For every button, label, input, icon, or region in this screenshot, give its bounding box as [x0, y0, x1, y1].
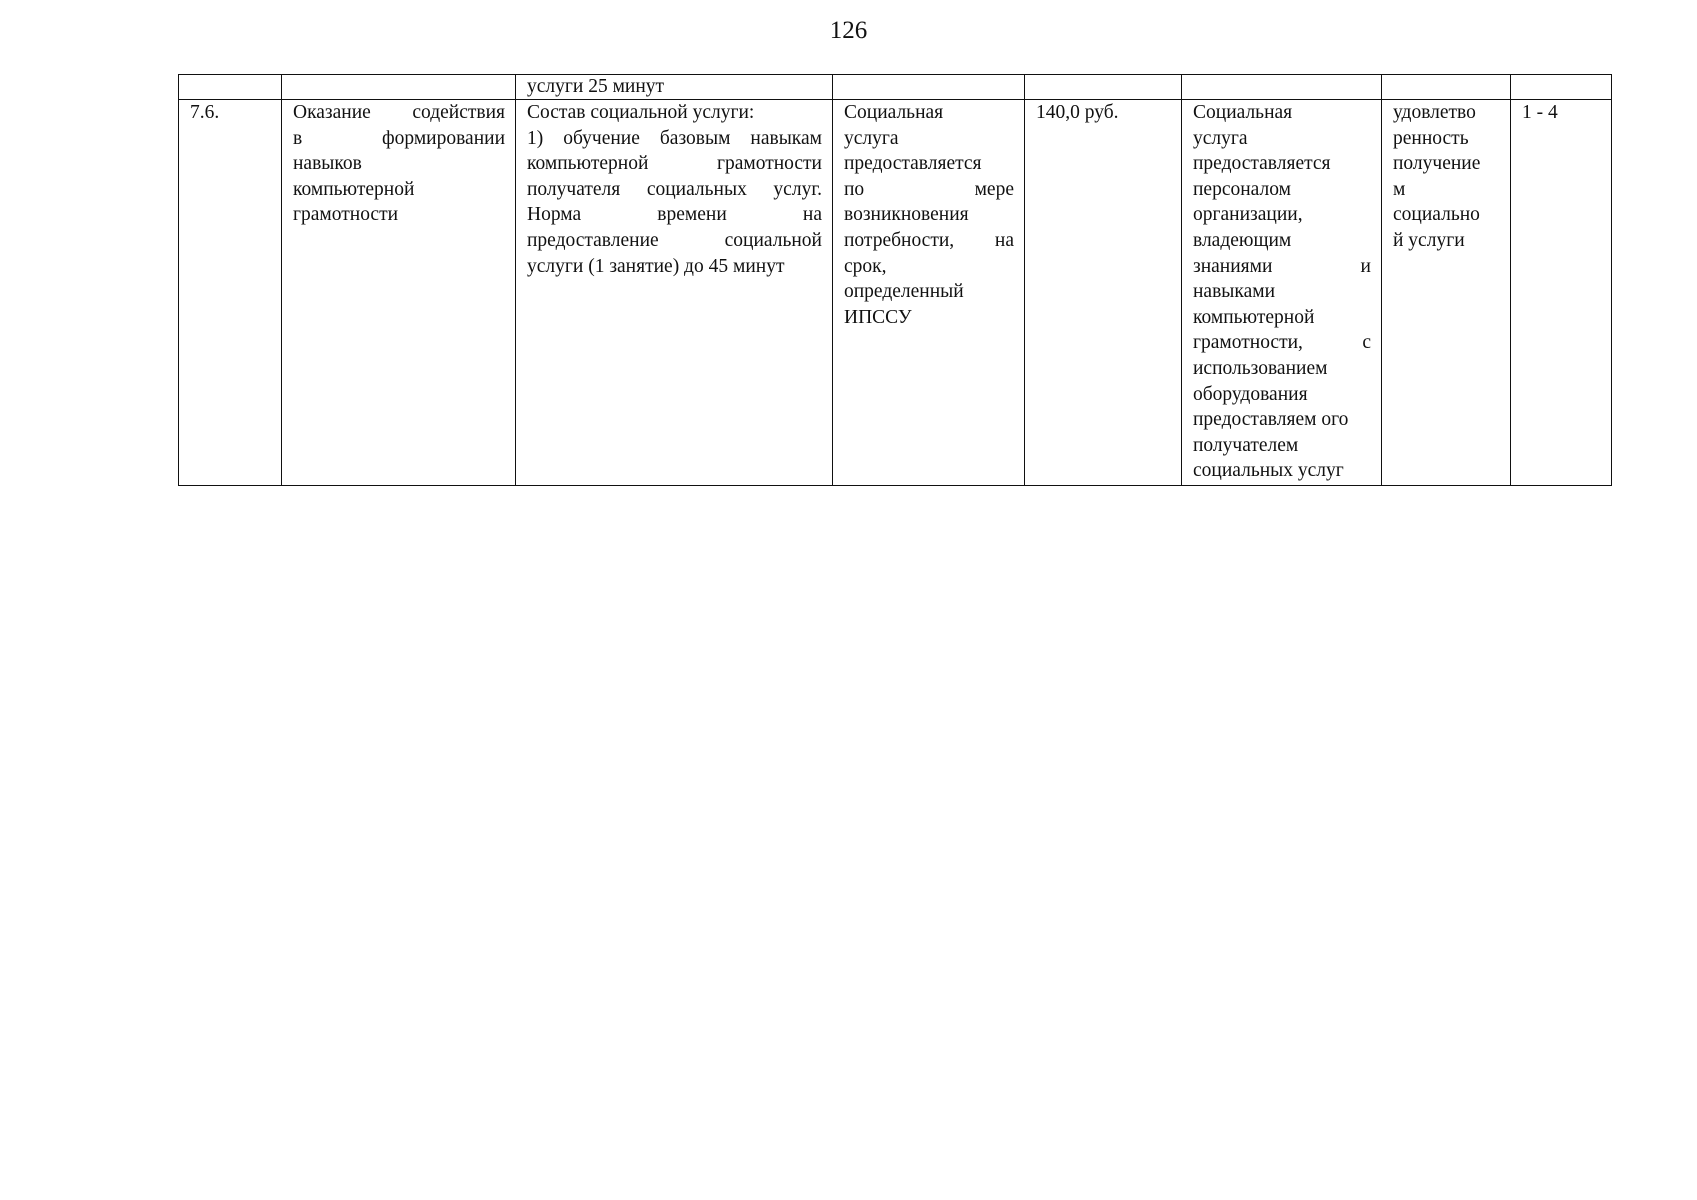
evaluation-line: социально: [1393, 204, 1480, 226]
service-name-line: навыков: [293, 153, 362, 175]
provision-line: по мере: [844, 178, 1014, 200]
evaluation-line: удовлетво: [1393, 102, 1476, 123]
service-category: 1 - 4: [1511, 100, 1612, 486]
evaluation-line: й услуги: [1393, 229, 1465, 251]
provision-line: Социальная: [844, 102, 944, 123]
conditions-line: социальных услуг: [1193, 460, 1344, 482]
conditions-line: использованием: [1193, 357, 1328, 379]
service-name-line: компьютерной: [293, 178, 415, 200]
conditions-line: предоставляем ого: [1193, 409, 1349, 431]
cont-cell-provision: [833, 75, 1025, 100]
service-composition: [516, 100, 833, 486]
provision-line: услуга: [844, 127, 899, 149]
conditions-line: предоставляется: [1193, 153, 1331, 175]
service-price: 140,0 руб.: [1025, 100, 1182, 486]
service-number: 7.6.: [179, 100, 282, 486]
cont-cell-conditions: [1182, 75, 1382, 100]
provision-line: предоставляется: [844, 153, 982, 175]
conditions-line: организации,: [1193, 204, 1303, 226]
provision-line: потребности, на: [844, 229, 1014, 251]
service-evaluation: [1382, 100, 1511, 486]
cont-cell-evaluation: [1382, 75, 1511, 100]
cont-cell-number: [179, 75, 282, 100]
cont-cell-price: [1025, 75, 1182, 100]
page-number: 126: [829, 17, 868, 44]
composition-line: 1) обучение базовым навыкам: [527, 127, 822, 149]
composition-line: предоставление социальной: [527, 229, 822, 251]
conditions-line: получателем: [1193, 434, 1299, 456]
composition-line: Норма времени на: [527, 204, 822, 226]
provision-line: возникновения: [844, 204, 969, 226]
composition-line: Состав социальной услуги:: [527, 102, 755, 123]
cont-cell-category: [1511, 75, 1612, 100]
conditions-line: компьютерной: [1193, 306, 1315, 328]
composition-line: получателя социальных услуг.: [527, 178, 822, 200]
composition-line: услуги (1 занятие) до 45 минут: [527, 255, 785, 277]
service-provision: [833, 100, 1025, 486]
service-name-line: в формировании: [293, 127, 505, 149]
provision-line: ИПССУ: [844, 306, 912, 328]
evaluation-line: получение: [1393, 153, 1481, 175]
service-conditions: [1182, 100, 1382, 486]
cont-cell-composition: услуги 25 минут: [516, 75, 833, 100]
evaluation-line: ренность: [1393, 127, 1469, 149]
evaluation-line: м: [1393, 178, 1406, 200]
provision-line: определенный: [844, 281, 964, 303]
service-name: [282, 100, 516, 486]
conditions-line: оборудования: [1193, 383, 1308, 405]
conditions-line: навыками: [1193, 281, 1276, 303]
services-table: [178, 74, 1612, 486]
conditions-line: Социальная: [1193, 102, 1293, 123]
conditions-line: персоналом: [1193, 178, 1291, 200]
service-row-7-6: [179, 100, 1612, 486]
conditions-line: владеющим: [1193, 229, 1292, 251]
continuation-row: [179, 75, 1612, 100]
cont-cell-name: [282, 75, 516, 100]
composition-line: компьютерной грамотности: [527, 153, 822, 175]
service-name-line: грамотности: [293, 204, 399, 226]
service-name-line: Оказание содействия: [293, 102, 505, 123]
conditions-line: знаниями и: [1193, 255, 1371, 277]
conditions-line: грамотности, с: [1193, 332, 1371, 354]
conditions-line: услуга: [1193, 127, 1248, 149]
provision-line: срок,: [844, 255, 887, 277]
